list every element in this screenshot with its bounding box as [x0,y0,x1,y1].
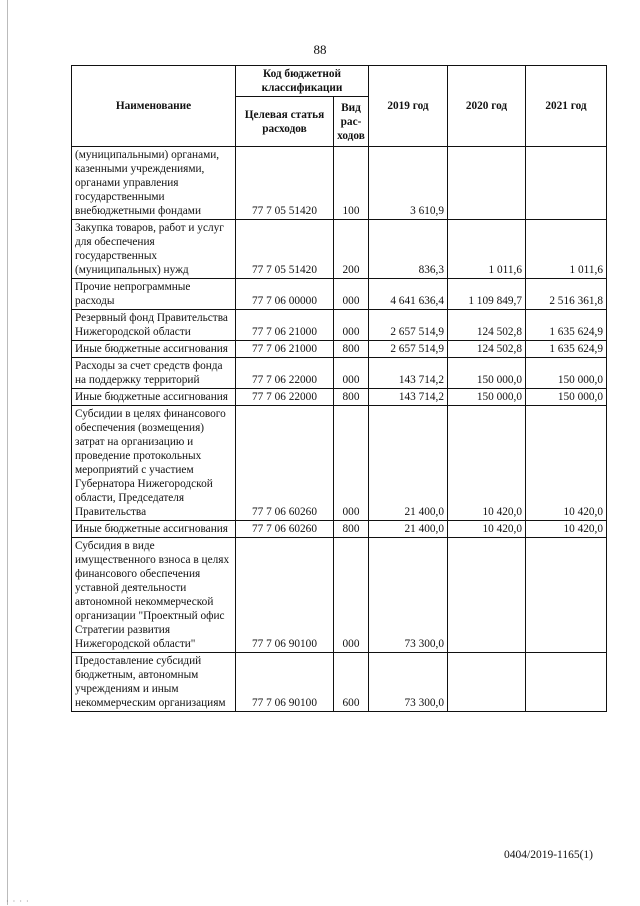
table-row [72,220,607,279]
table-header [72,66,607,147]
header-2019: 2019 год [369,66,448,147]
row-target-code: 77 7 06 90100 [236,538,334,653]
row-value-2021: 2 516 361,8 [526,279,607,310]
table-row [72,310,607,341]
row-value-2019: 4 641 636,4 [369,279,448,310]
table-row [72,538,607,653]
row-name: Прочие непрограммные расходы [72,279,236,310]
row-name: Иные бюджетные ассигнования [72,389,236,406]
header-code-group: Код бюджетной классификации [236,66,369,97]
row-value-2020 [448,538,526,653]
row-name: Иные бюджетные ассигнования [72,341,236,358]
row-value-2020: 10 420,0 [448,406,526,521]
table-row [72,389,607,406]
row-value-2021: 10 420,0 [526,521,607,538]
header-name: Наименование [72,66,236,147]
row-expense-type: 000 [334,358,369,389]
row-target-code: 77 7 06 00000 [236,279,334,310]
row-target-code: 77 7 06 90100 [236,653,334,712]
row-value-2020 [448,147,526,220]
page-edge-rule [7,0,8,905]
row-value-2020: 124 502,8 [448,341,526,358]
scan-edge-marks: · · · · [6,897,30,906]
row-value-2021 [526,538,607,653]
row-value-2021: 10 420,0 [526,406,607,521]
row-value-2021: 1 635 624,9 [526,341,607,358]
row-expense-type: 000 [334,406,369,521]
table-body [72,147,607,712]
row-target-code: 77 7 05 51420 [236,147,334,220]
row-name: Расходы за счет средств фонда на поддержку территорий [72,358,236,389]
row-target-code: 77 7 06 21000 [236,341,334,358]
budget-table [71,65,607,712]
row-target-code: 77 7 06 60260 [236,521,334,538]
row-value-2020: 1 109 849,7 [448,279,526,310]
header-2021: 2021 год [526,66,607,147]
row-value-2020: 150 000,0 [448,358,526,389]
row-value-2019: 21 400,0 [369,406,448,521]
row-expense-type: 200 [334,220,369,279]
row-target-code: 77 7 05 51420 [236,220,334,279]
row-value-2021 [526,653,607,712]
row-name: Субсидии в целях финансового обеспечения (возмещения) затрат на организацию и проведение протокольных мероприятий с участием Губернатора Нижегородской области, Председателя Правительства [72,406,236,521]
row-value-2019: 2 657 514,9 [369,341,448,358]
row-target-code: 77 7 06 60260 [236,406,334,521]
table-row [72,147,607,220]
row-value-2019: 73 300,0 [369,653,448,712]
row-value-2019: 836,3 [369,220,448,279]
document-number: 0404/2019-1165(1) [504,849,594,861]
row-expense-type: 800 [334,521,369,538]
row-value-2021: 150 000,0 [526,358,607,389]
row-name: Иные бюджетные ассигнования [72,521,236,538]
row-expense-type: 000 [334,279,369,310]
row-target-code: 77 7 06 21000 [236,310,334,341]
row-target-code: 77 7 06 22000 [236,358,334,389]
row-value-2019: 21 400,0 [369,521,448,538]
row-name: Субсидия в виде имущественного взноса в целях финансового обеспечения уставной деятельности автономной некоммерческой организации "Проектный офис Стратегии развития Нижегородской области" [72,538,236,653]
table-row [72,653,607,712]
header-2020: 2020 год [448,66,526,147]
row-value-2021: 1 635 624,9 [526,310,607,341]
row-value-2019: 3 610,9 [369,147,448,220]
row-value-2019: 143 714,2 [369,389,448,406]
row-value-2021 [526,147,607,220]
row-name: Закупка товаров, работ и услуг для обеспечения государственных (муниципальных) нужд [72,220,236,279]
header-expense-type: Вид рас- ходов [334,97,369,147]
row-expense-type: 100 [334,147,369,220]
row-value-2021: 1 011,6 [526,220,607,279]
table-row [72,279,607,310]
row-expense-type: 600 [334,653,369,712]
row-expense-type: 800 [334,341,369,358]
row-value-2020: 150 000,0 [448,389,526,406]
row-expense-type: 000 [334,310,369,341]
row-name: (муниципальными) органами, казенными учреждениями, органами управления государственными внебюджетными фондами [72,147,236,220]
header-target-article: Целевая статья расходов [236,97,334,147]
table-row [72,358,607,389]
row-value-2020: 124 502,8 [448,310,526,341]
table-row [72,521,607,538]
row-value-2019: 143 714,2 [369,358,448,389]
row-value-2021: 150 000,0 [526,389,607,406]
row-expense-type: 000 [334,538,369,653]
row-value-2020 [448,653,526,712]
table-row [72,406,607,521]
page-number: 88 [313,42,327,57]
table-row [72,341,607,358]
row-value-2020: 1 011,6 [448,220,526,279]
row-value-2019: 73 300,0 [369,538,448,653]
row-value-2020: 10 420,0 [448,521,526,538]
row-expense-type: 800 [334,389,369,406]
row-target-code: 77 7 06 22000 [236,389,334,406]
row-value-2019: 2 657 514,9 [369,310,448,341]
row-name: Предоставление субсидий бюджетным, автономным учреждениям и иным некоммерческим организациям [72,653,236,712]
row-name: Резервный фонд Правительства Нижегородской области [72,310,236,341]
